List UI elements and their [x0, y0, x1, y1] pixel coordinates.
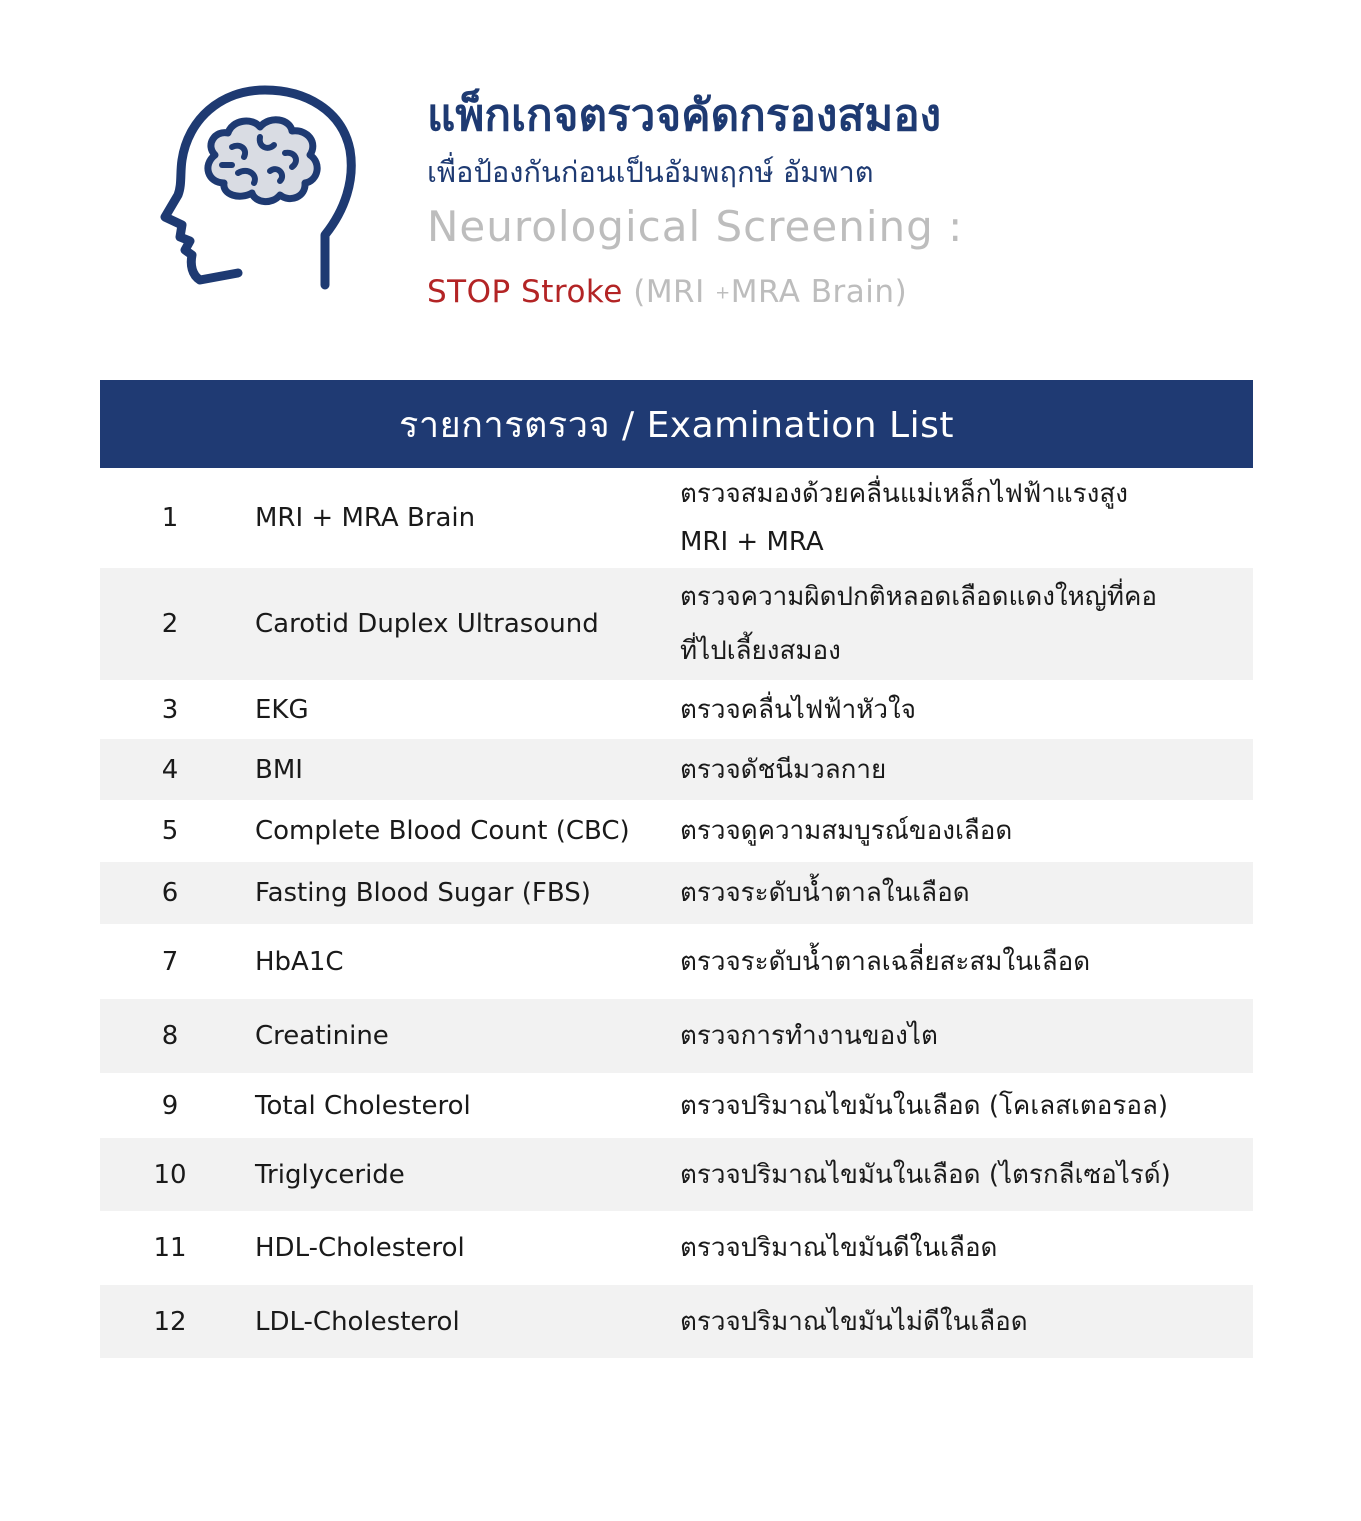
exam-description: ตรวจคลื่นไฟฟ้าหัวใจ — [680, 694, 916, 725]
exam-name: Carotid Duplex Ultrasound — [255, 609, 599, 639]
exam-description: ตรวจดัชนีมวลกาย — [680, 754, 887, 785]
head-brain-icon — [160, 85, 360, 290]
plus-sign: + — [715, 282, 731, 304]
row-number: 7 — [161, 946, 179, 977]
row-number: 9 — [161, 1090, 179, 1121]
tagline-detail-close: MRA Brain) — [730, 274, 908, 310]
exam-description-line: ตรวจสมองด้วยคลื่นแม่เหล็กไฟฟ้าแรงสูง — [680, 479, 1128, 509]
exam-name: Triglyceride — [255, 1159, 405, 1190]
table-row — [100, 999, 1253, 1073]
table-row — [100, 800, 1253, 862]
exam-name: Creatinine — [255, 1021, 389, 1051]
row-number: 4 — [161, 754, 179, 785]
exam-name: Complete Blood Count (CBC) — [255, 816, 630, 846]
exam-description: ตรวจปริมาณไขมันในเลือด (โคเลสเตอรอล) — [680, 1090, 1169, 1121]
row-number: 10 — [153, 1159, 187, 1190]
exam-description: ตรวจระดับน้ำตาลในเลือด — [680, 878, 970, 908]
table-row — [100, 1211, 1253, 1285]
stop-stroke-label: STOP Stroke — [427, 274, 623, 310]
table-row — [100, 680, 1253, 739]
row-number: 2 — [161, 609, 179, 639]
exam-description: ตรวจการทำงานของไต — [680, 1021, 938, 1051]
table-row — [100, 1285, 1253, 1358]
row-number: 6 — [161, 878, 179, 908]
table-row — [100, 468, 1253, 568]
exam-name: Fasting Blood Sugar (FBS) — [255, 878, 591, 908]
exam-description: ตรวจปริมาณไขมันไม่ดีในเลือด — [680, 1306, 1028, 1337]
exam-description-line: MRI + MRA — [680, 527, 824, 557]
exam-name: EKG — [255, 694, 309, 725]
table-row — [100, 568, 1253, 680]
exam-name: BMI — [255, 754, 303, 785]
examination-table — [100, 380, 1253, 1358]
row-number: 11 — [153, 1233, 187, 1263]
row-number: 12 — [153, 1306, 187, 1337]
exam-name: HbA1C — [255, 946, 344, 977]
exam-description: ตรวจดูความสมบูรณ์ของเลือด — [680, 816, 1013, 846]
package-subtitle-th: เพื่อป้องกันก่อนเป็นอัมพฤกษ์ อัมพาต — [427, 155, 874, 189]
table-row — [100, 739, 1253, 800]
row-number: 1 — [161, 503, 179, 533]
exam-description: ตรวจปริมาณไขมันดีในเลือด — [680, 1233, 998, 1263]
exam-description: ตรวจปริมาณไขมันในเลือด (ไตรกลีเซอไรด์) — [680, 1159, 1171, 1190]
exam-description-line: ที่ไปเลี้ยงสมอง — [680, 636, 841, 666]
exam-name: HDL-Cholesterol — [255, 1233, 465, 1263]
row-number: 3 — [161, 694, 179, 725]
tagline-detail-open: (MRI — [633, 274, 716, 310]
table-row — [100, 924, 1253, 999]
package-title-th: แพ็กเกจตรวจคัดกรองสมอง — [427, 90, 942, 141]
exam-name: LDL-Cholesterol — [255, 1306, 460, 1337]
table-heading: รายการตรวจ / Examination List — [100, 380, 1253, 468]
exam-name: MRI + MRA Brain — [255, 503, 476, 533]
exam-description — [680, 570, 1240, 678]
exam-name: Total Cholesterol — [255, 1090, 471, 1121]
row-number: 8 — [161, 1021, 179, 1051]
package-tagline — [427, 272, 907, 314]
table-row — [100, 1138, 1253, 1211]
exam-description — [680, 470, 1240, 566]
row-number: 5 — [161, 816, 179, 846]
package-title-en: Neurological Screening : — [427, 202, 964, 251]
table-row — [100, 862, 1253, 924]
exam-description-line: ตรวจความผิดปกติหลอดเลือดแดงใหญ่ที่คอ — [680, 582, 1158, 612]
table-row — [100, 1073, 1253, 1138]
exam-description: ตรวจระดับน้ำตาลเฉลี่ยสะสมในเลือด — [680, 946, 1091, 977]
